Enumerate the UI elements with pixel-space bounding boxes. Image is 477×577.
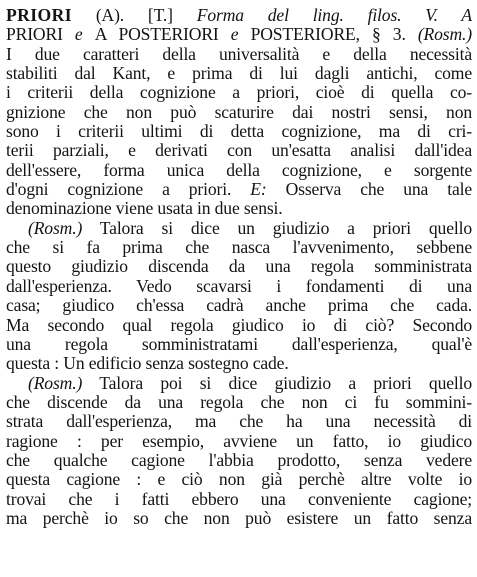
paragraph-3-first-text: Talora poi si dice giudizio a priori quello: [99, 373, 472, 393]
paragraph-1-line: i criterii della cognizione a priori, cioè di quella co-: [6, 83, 472, 103]
paragraph-2-line: Ma secondo qual regola giudico io di ciò? Secondo: [6, 315, 472, 335]
dictionary-page: [6, 6, 472, 572]
paragraph-1-line: gnizione che non può scaturire dai nostri sensi, non: [6, 102, 472, 122]
source-ref: (Rosm.): [417, 25, 472, 45]
paragraph-3-line: strata dall'esperienza, ma che ha una necessità di: [6, 412, 472, 432]
paragraph-3-line: ma perchè io so che non può esistere un fatto senza: [6, 508, 472, 528]
paragraph-1-line: dell'essere, forma unica della cognizione, e sorgente: [6, 160, 472, 180]
paragraph-3-line: questa cagione : e ciò non già perchè altre volte io: [6, 470, 472, 490]
entry-headword: PRIORI: [6, 6, 72, 25]
paragraph-1-line-mixed: [6, 180, 472, 199]
entry-definition: Forma del ling. filos. V. A: [196, 6, 472, 25]
paragraph-1-line: sono i criterii ultimi di detta cognizione, ma di cri-: [6, 122, 472, 142]
paragraph-2-source: (Rosm.): [28, 218, 83, 238]
paragraph-3-line: ragione : per esempio, avviene un fatto, io giudico: [6, 431, 472, 451]
paragraph-3-source: (Rosm.): [28, 373, 83, 393]
paragraph-3-line: trovai che i fatti ebbero una conveniente cagione;: [6, 489, 472, 509]
crossref-2: A POSTERIORI: [94, 25, 219, 45]
entry-mark: (A).: [95, 6, 125, 25]
paragraph-1-tail-text: Osserva che una tale: [285, 180, 472, 200]
entry-tag: [T.]: [147, 6, 173, 25]
paragraph-2-last-line: questa : Un edificio senza sostegno cade.: [6, 354, 289, 374]
paragraph-1-abbr: E:: [250, 180, 267, 200]
paragraph-2-first-line: [6, 219, 472, 238]
paragraph-2-line: dall'esperienza. Vedo scavarsi i fondamenti di una: [6, 276, 472, 296]
paragraph-2-line: che si fa prima che nasca l'avvenimento, sebbene: [6, 238, 472, 258]
section-ref: , § 3.: [355, 25, 406, 45]
crossref-1: PRIORI: [6, 25, 63, 45]
entry-header-line-1: [6, 6, 472, 25]
paragraph-2-line: casa; giudico ch'essa cadrà anche prima che cada.: [6, 296, 472, 316]
paragraph-3-line: che discende da una regola che non ci fu sommini-: [6, 392, 472, 412]
crossref-3: POSTERIORE: [250, 25, 356, 45]
paragraph-1-last-line: denominazione viene usata in due sensi.: [6, 199, 283, 219]
paragraph-2-line: questo giudizio discenda da una regola somministrata: [6, 257, 472, 277]
paragraph-1-line: I due caratteri della universalità e della necessità: [6, 44, 472, 64]
entry-header-line-2: [6, 25, 472, 44]
paragraph-2-first-text: Talora si dice un giudizio a priori quello: [99, 218, 472, 238]
crossref-join-2: e: [230, 25, 239, 45]
crossref-join: e: [74, 25, 83, 45]
paragraph-1-text: d'ogni cognizione a priori.: [6, 180, 232, 200]
paragraph-3-line: che qualche cagione l'abbia prodotto, senza vedere: [6, 450, 472, 470]
paragraph-3-first-line: [6, 374, 472, 393]
paragraph-1-line: terii parziali, e derivati con un'esatta analisi dall'idea: [6, 141, 472, 161]
paragraph-2-line: una regola somministratami dall'esperienza, qual'è: [6, 334, 472, 354]
paragraph-1-line: stabiliti dal Kant, e prima di lui dagli antichi, come: [6, 64, 472, 84]
